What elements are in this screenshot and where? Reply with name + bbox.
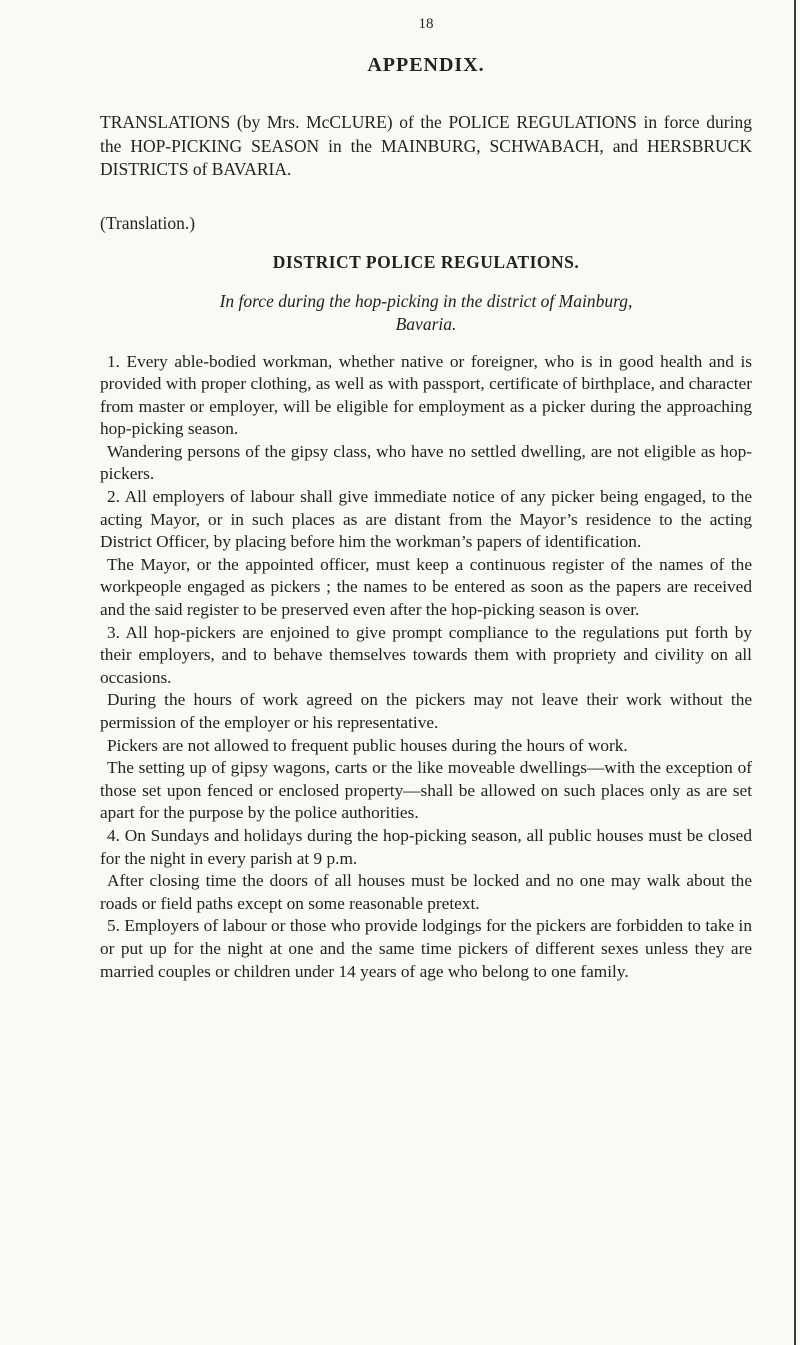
regulation-paragraph-3b: During the hours of work agreed on the pickers may not leave their work without the permission of the employer or his representative.: [100, 690, 752, 732]
regulation-paragraph-3: 3. All hop-pickers are enjoined to give prompt compliance to the regulations put forth by their employers, and to behave themselves towards them with propriety and civility on all occasions.: [100, 622, 752, 687]
regulation-paragraph-5: 5. Employers of labour or those who provide lodgings for the pickers are forbidden to take in or put up for the night at one and the same time pickers of different sexes unless they are married couples or children under 14 years of age who belong to one family.: [100, 916, 752, 981]
regulation-paragraph-2b: The Mayor, or the appointed officer, must keep a continuous register of the names of the workpeople engaged as pickers ; the names to be entered as soon as the papers are received and the said register to be preserved even after the hop-picking season is over.: [100, 554, 752, 620]
regulation-paragraph-3c: Pickers are not allowed to frequent public houses during the hours of work.: [107, 735, 628, 755]
document-page: [100, 14, 752, 983]
regulation-paragraph-3d: The setting up of gipsy wagons, carts or the like moveable dwellings—with the exception of those set upon fenced or enclosed property—shall be allowed on such places only as are set apart for the purpose by the police authorities.: [100, 758, 752, 823]
regulation-paragraph-2: 2. All employers of labour shall give immediate notice of any picker being engaged, to the acting Mayor, or in such places as are distant from the Mayor’s residence to the acting District Officer, by placing before him the workman’s papers of identification.: [100, 487, 752, 552]
subtitle-line-2: Bavaria.: [395, 314, 457, 334]
page-edge-line: [794, 0, 796, 1345]
intro-paragraph: TRANSLATIONS (by Mrs. McCLURE) of the POLICE REGULATIONS in force during the HOP-PICKING SEASON in the MAINBURG, SCHWABACH, and HERSBRUCK DISTRICTS of BAVARIA.: [100, 112, 752, 179]
subtitle: [100, 290, 752, 337]
subtitle-line-1: In force during the hop-picking in the district of Mainburg,: [219, 290, 633, 311]
regulations-body: [100, 351, 752, 984]
appendix-title: APPENDIX.: [367, 54, 485, 76]
regulation-paragraph-1b: Wandering persons of the gipsy class, who have no settled dwelling, are not eligible as hop-pickers.: [100, 441, 752, 484]
regulation-paragraph-4b: After closing time the doors of all houses must be locked and no one may walk about the roads or field paths except on some reasonable pretext.: [100, 871, 752, 913]
regulation-paragraph-1: 1. Every able-bodied workman, whether native or foreigner, who is in good health and is provided with proper clothing, as well as with passport, certificate of birthplace, and character from master or employer, will be eligible for employment as a picker during the approaching hop-picking season.: [100, 351, 752, 439]
regulation-paragraph-4: 4. On Sundays and holidays during the hop-picking season, all public houses must be closed for the night in every parish at 9 p.m.: [100, 825, 752, 868]
translation-note: (Translation.): [100, 212, 196, 233]
page-number: 18: [418, 16, 434, 32]
section-heading: DISTRICT POLICE REGULATIONS.: [272, 252, 580, 272]
